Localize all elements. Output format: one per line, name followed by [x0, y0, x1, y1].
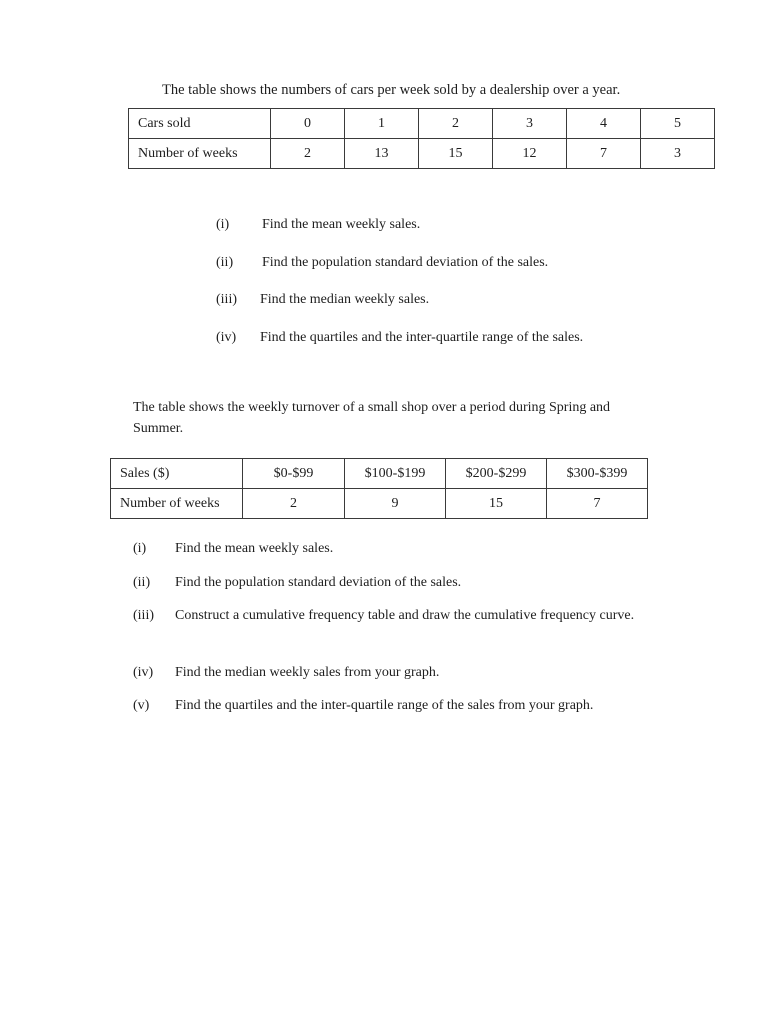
- question-text: Find the population standard deviation of the sales.: [262, 255, 549, 270]
- table-cell: 9: [345, 489, 446, 519]
- row-header: Number of weeks: [129, 139, 271, 169]
- weekly-turnover-table: [110, 458, 648, 519]
- question-number: (ii): [216, 255, 234, 270]
- table-cell: 4: [567, 109, 641, 139]
- list-item: [133, 663, 653, 683]
- table-cell: 7: [567, 139, 641, 169]
- question-number: (iv): [216, 330, 237, 345]
- question-number: (iii): [216, 292, 237, 307]
- table-cell: 12: [493, 139, 567, 169]
- list-item: [133, 539, 653, 559]
- question-text: Construct a cumulative frequency table and draw the cumulative frequency curve.: [175, 608, 635, 623]
- row-header: Cars sold: [129, 109, 271, 139]
- table-row: [111, 459, 648, 489]
- table-cell: $300-$399: [547, 459, 648, 489]
- table-cell: 5: [641, 109, 715, 139]
- list-item: [133, 573, 653, 593]
- table-cell: $200-$299: [446, 459, 547, 489]
- table-row: [129, 109, 715, 139]
- section1-intro: The table shows the numbers of cars per week sold by a dealership over a year.: [162, 82, 621, 98]
- table-cell: 3: [493, 109, 567, 139]
- list-item: [133, 606, 658, 648]
- table-cell: 2: [419, 109, 493, 139]
- question-text: Find the median weekly sales.: [260, 292, 430, 307]
- table-cell: 7: [547, 489, 648, 519]
- table-cell: 3: [641, 139, 715, 169]
- table-cell: 15: [419, 139, 493, 169]
- question-number: (v): [133, 698, 150, 713]
- row-header: Number of weeks: [111, 489, 243, 519]
- question-number: (iv): [133, 665, 154, 680]
- question-text: Find the mean weekly sales.: [262, 217, 421, 232]
- list-item: [216, 215, 676, 235]
- cars-sold-table: [128, 108, 715, 169]
- question-text: Find the median weekly sales from your graph.: [175, 665, 440, 680]
- list-item: [133, 696, 658, 716]
- question-text: Find the population standard deviation of the sales.: [175, 575, 462, 590]
- list-item: [216, 290, 676, 310]
- table-cell: $100-$199: [345, 459, 446, 489]
- question-number: (iii): [133, 608, 154, 623]
- list-item: [216, 328, 676, 348]
- table-cell: 2: [271, 139, 345, 169]
- table-cell: 1: [345, 109, 419, 139]
- question-number: (i): [216, 217, 230, 232]
- table-cell: 0: [271, 109, 345, 139]
- question-text: Find the mean weekly sales.: [175, 541, 334, 556]
- table-cell: 2: [243, 489, 345, 519]
- question-number: (i): [133, 541, 147, 556]
- table-cell: 13: [345, 139, 419, 169]
- question-number: (ii): [133, 575, 151, 590]
- list-item: [216, 253, 676, 273]
- table-cell: $0-$99: [243, 459, 345, 489]
- table-row: [111, 489, 648, 519]
- table-row: [129, 139, 715, 169]
- row-header: Sales ($): [111, 459, 243, 489]
- table-cell: 15: [446, 489, 547, 519]
- section2-intro: The table shows the weekly turnover of a small shop over a period during Spring and Summer.: [133, 400, 611, 436]
- question-text: Find the quartiles and the inter-quartile range of the sales.: [260, 330, 584, 345]
- question-text: Find the quartiles and the inter-quartile range of the sales from your graph.: [175, 698, 594, 713]
